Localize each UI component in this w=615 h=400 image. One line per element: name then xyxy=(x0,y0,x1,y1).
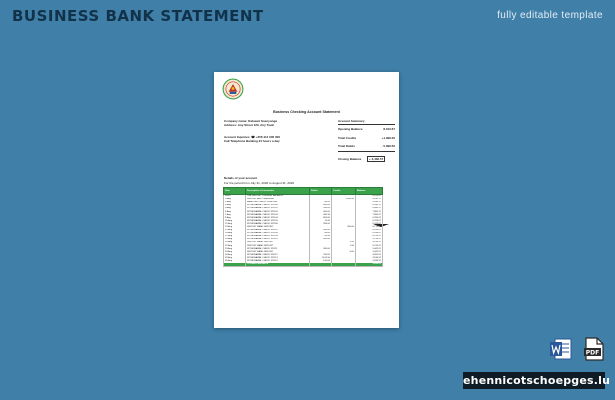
cell-balance: 4,692.07 xyxy=(356,253,383,256)
col-header-debits: Debits xyxy=(310,188,332,195)
opening-balance-label: Opening Balance xyxy=(338,127,363,131)
cell-balance: 6,769.07 xyxy=(356,219,383,222)
cell-balance: 5,442.07 xyxy=(356,250,383,253)
closing-balance-value: + 3,436.57 xyxy=(369,157,384,161)
banner-title: BUSINESS BANK STATEMENT xyxy=(12,7,264,25)
cell-date: 3-Aug xyxy=(224,204,246,207)
cell-date: 20-Aug xyxy=(224,241,246,244)
details-title: Details of your account xyxy=(224,176,258,180)
cell-date: 08/03 xyxy=(224,194,246,198)
telephone-banking: Call Telephone Banking 24 hours a day xyxy=(224,139,280,143)
svg-text:PDF: PDF xyxy=(585,349,600,357)
cell-credit: 300.00 xyxy=(332,225,356,228)
summary-rule xyxy=(338,124,395,125)
cell-debit: 1,155.50 xyxy=(310,256,332,259)
cell-debit: 300.00 xyxy=(310,229,332,232)
cell-debit: 800.00 xyxy=(310,216,332,219)
cell-balance: 8,313.67 xyxy=(356,194,383,198)
closing-balance-row xyxy=(224,263,383,267)
statement-period: For the period from July 31, 2026 to August 31, 2026 xyxy=(224,181,295,185)
cell-description: WITHDRAWAL CHECK 321102 xyxy=(246,210,310,213)
total-debits-value: - 5,099.50 xyxy=(381,144,395,148)
cell-description: DEPOSIT AND TRANSFER xyxy=(246,198,310,201)
cell-date: 24-Aug xyxy=(224,250,246,253)
account-inquiries: Account Inquiries: ☎ +256 414 000 000 xyxy=(224,135,281,139)
cell-description: WITHDRAWAL CHECK 321109 xyxy=(246,235,310,238)
cell-debit xyxy=(310,263,332,267)
cell-debit: 500.00 xyxy=(310,238,332,241)
cell-debit: 11.00 xyxy=(310,219,332,222)
cell-balance: 5,742.07 xyxy=(356,244,383,247)
total-debits-label: Total Debits xyxy=(338,144,355,148)
cell-date: 26-Aug xyxy=(224,253,246,256)
cell-balance: 6,719.07 xyxy=(356,225,383,228)
cell-date: 12-Aug xyxy=(224,222,246,225)
cell-debit: 80.00 xyxy=(310,201,332,204)
cell-balance: 3,436.57 xyxy=(356,259,383,262)
cell-balance: 3,536.57 xyxy=(356,256,383,259)
cell-date: 9-Aug xyxy=(224,216,246,219)
transactions-table xyxy=(223,187,383,267)
cell-debit: 350.00 xyxy=(310,222,332,225)
cell-description: BANK FEE CHECK PRINTING xyxy=(246,201,310,204)
total-credits-label: Total Credits xyxy=(338,136,357,140)
cell-date: 16-Aug xyxy=(224,232,246,235)
cell-date: 23-Aug xyxy=(224,247,246,250)
cell-debit: 100.00 xyxy=(310,259,332,262)
cell-description: WITHDRAWAL CHECK 321113 xyxy=(246,256,310,259)
col-header-balance: Balance xyxy=(356,188,383,195)
cell-debit: 550.00 xyxy=(310,207,332,210)
cell-date: 5-Aug xyxy=(224,207,246,210)
cell-date: 30-Aug xyxy=(224,259,246,262)
company-address: Address: Any Street 123, Any Town xyxy=(224,123,275,127)
cell-credit: 1.50 xyxy=(332,244,356,247)
statement-title: Business Checking Account Statement xyxy=(273,110,340,114)
cell-description: WITHDRAWAL CHECK 321105 xyxy=(246,219,310,222)
cell-date: 13-Aug xyxy=(224,225,246,228)
cell-description: CLOSING BALANCE xyxy=(246,263,310,267)
statement-page xyxy=(214,72,399,328)
cell-credit: 0.00 xyxy=(332,250,356,253)
cell-balance: 6,419.07 xyxy=(356,229,383,232)
company-name: Company name: Kabuuni Ssenyonga xyxy=(224,119,278,123)
cell-description: WITHDRAWAL CHECK 321101 xyxy=(246,207,310,210)
closing-rule xyxy=(338,151,395,152)
cell-description: DEPOSIT BANK DEPOSIT xyxy=(246,244,310,247)
cell-balance: 7,580.07 xyxy=(356,213,383,216)
cell-description: WITHDRAWAL CHECK 321108 xyxy=(246,232,310,235)
cell-balance: 5,739.57 xyxy=(356,238,383,241)
cell-credit: 1,096.50 xyxy=(332,198,356,201)
cell-balance: 9,330.17 xyxy=(356,201,383,204)
cell-balance: 8,380.17 xyxy=(356,207,383,210)
cell-description: THE DEPOSIT OPENING BALANCE xyxy=(246,194,310,198)
cell-date: 10-Aug xyxy=(224,219,246,222)
website-badge[interactable]: ehennicotschoepges.lu xyxy=(463,374,611,387)
cell-description: DEPOSIT BANK DEPOSIT xyxy=(246,225,310,228)
cell-date: 1-Aug xyxy=(224,198,246,201)
cell-date: 7-Aug xyxy=(224,213,246,216)
cell-date: 1-Aug xyxy=(224,201,246,204)
cell-description: WITHDRAWAL CHECK 321103 xyxy=(246,213,310,216)
cell-debit: 400.00 xyxy=(310,204,332,207)
cell-balance: 3,436.57 xyxy=(356,263,383,267)
pdf-document-icon[interactable] xyxy=(583,337,605,361)
cell-debit: 99.50 xyxy=(310,235,332,238)
closing-balance-label: Closing Balance xyxy=(338,157,362,161)
cell-balance: 6,419.07 xyxy=(356,222,383,225)
cell-description: WITHDRAWAL CHECK 321106 xyxy=(246,222,310,225)
cell-debit: 300.00 xyxy=(310,247,332,250)
col-header-credits: Credits xyxy=(332,188,356,195)
cell-credit: 1.00 xyxy=(332,241,356,244)
cell-description: WITHDRAWAL CHECK 321110 xyxy=(246,238,310,241)
cell-description: WITHDRAWAL CHECK 321112 xyxy=(246,253,310,256)
cell-description: DEPOSIT BANK DEPOSIT xyxy=(246,250,310,253)
col-header-description: Description of transaction xyxy=(246,188,310,195)
cell-credit xyxy=(332,263,356,267)
cell-debit: 750.00 xyxy=(310,253,332,256)
cell-balance: 5,442.07 xyxy=(356,247,383,250)
cell-balance: 6,239.57 xyxy=(356,235,383,238)
cell-description: WITHDRAWAL CHECK 321104 xyxy=(246,216,310,219)
cell-date: 18-Aug xyxy=(224,238,246,241)
cell-date: 17-Aug xyxy=(224,235,246,238)
cell-debit: 400.00 xyxy=(310,210,332,213)
cell-date: 6-Aug xyxy=(224,210,246,213)
cell-balance: 6,339.07 xyxy=(356,232,383,235)
cell-description: DEPOSIT BANK DEPOSIT xyxy=(246,241,310,244)
cell-balance: 7,980.17 xyxy=(356,210,383,213)
bank-crest-logo xyxy=(222,78,244,100)
cell-description: WITHDRAWAL CHECK 321114 xyxy=(246,259,310,262)
cell-debit: 80.00 xyxy=(310,232,332,235)
cell-balance: 8,930.17 xyxy=(356,204,383,207)
cell-description: WITHDRAWAL CHECK 321107 xyxy=(246,229,310,232)
cell-date xyxy=(224,263,246,267)
cell-balance: 5,740.57 xyxy=(356,241,383,244)
word-document-icon[interactable] xyxy=(549,337,573,361)
banner-subtitle: fully editable template xyxy=(497,10,603,21)
cell-date: 22-Aug xyxy=(224,244,246,247)
cell-balance: 6,780.07 xyxy=(356,216,383,219)
account-summary-title: Account Summary xyxy=(338,119,365,123)
cell-debit: 400.10 xyxy=(310,213,332,216)
cell-description: WITHDRAWAL CHECK 321100 xyxy=(246,204,310,207)
col-header-date: Date xyxy=(224,188,246,195)
cell-date: 28-Aug xyxy=(224,256,246,259)
cell-balance: 9,410.17 xyxy=(356,198,383,201)
cell-description: WITHDRAWAL CHECK 321111 xyxy=(246,247,310,250)
total-credits-value: +1,399.00 xyxy=(381,136,395,140)
cell-date: 15-Aug xyxy=(224,229,246,232)
opening-balance-value: 8,313.67 xyxy=(383,127,395,131)
